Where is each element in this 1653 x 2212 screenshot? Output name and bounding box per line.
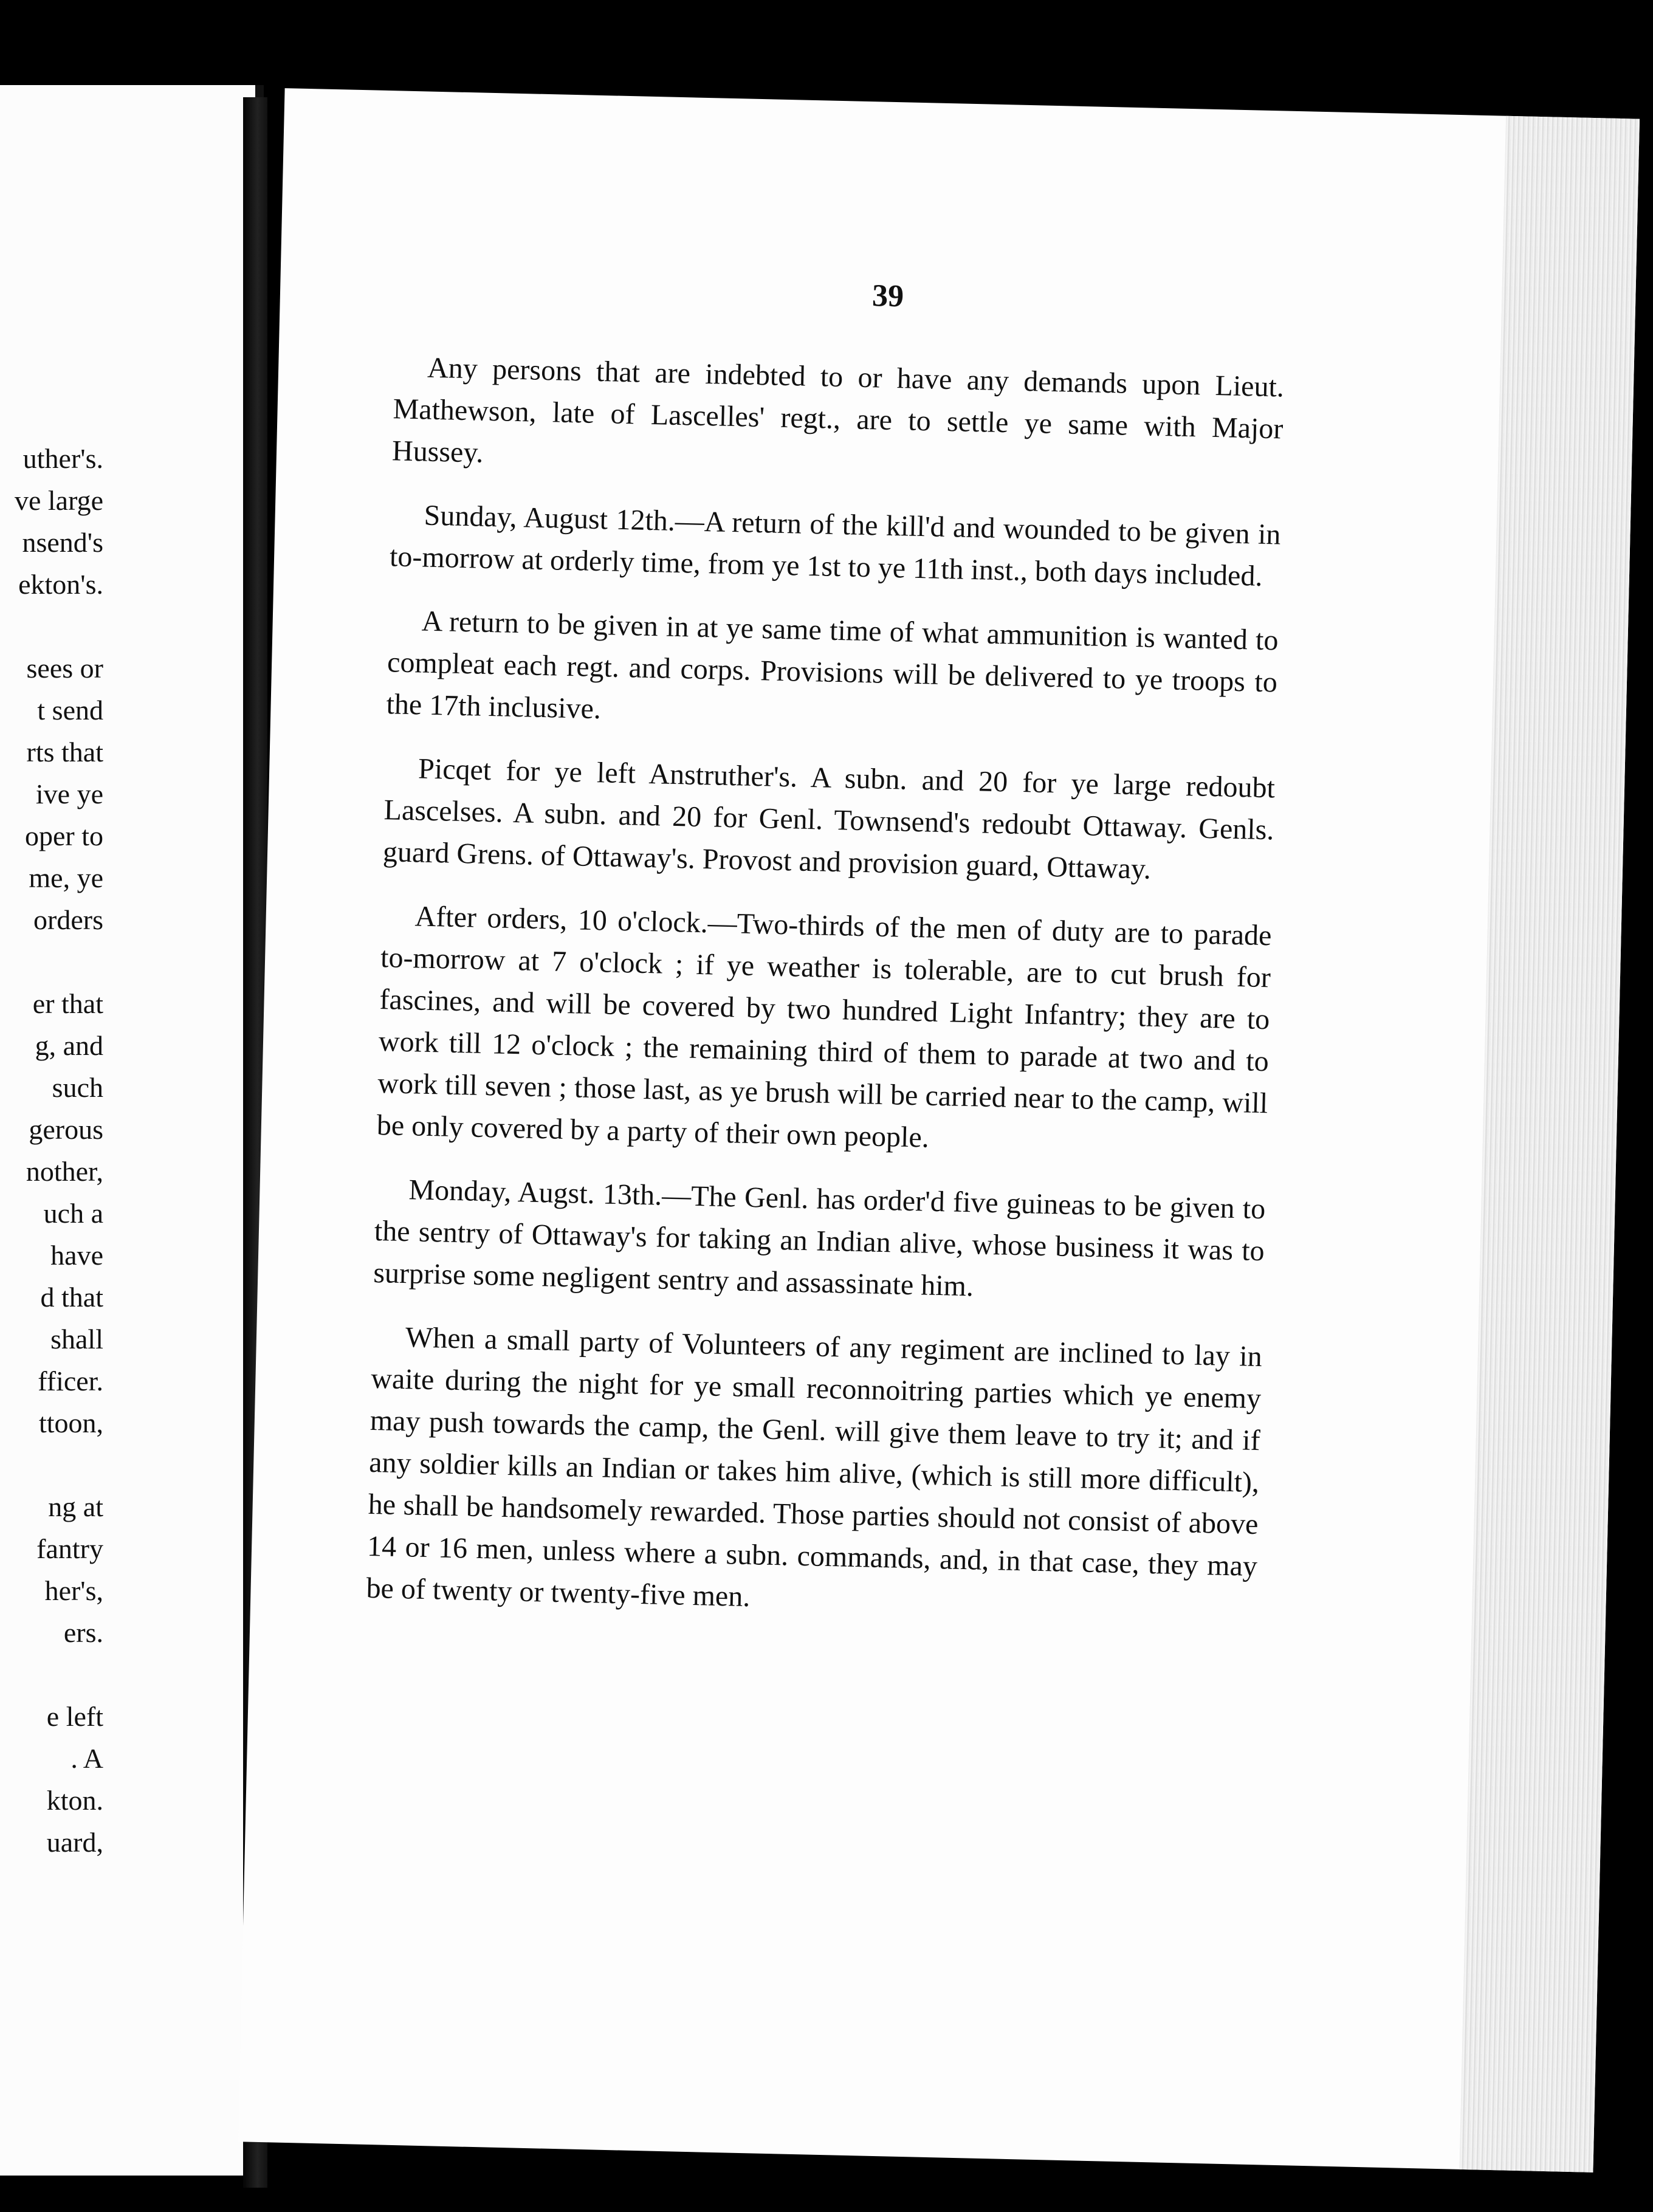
left-fragment: uther's.	[22, 443, 103, 474]
left-fragment: nsend's	[22, 527, 103, 558]
left-fragment-gap	[0, 941, 103, 983]
left-fragment: sees or	[26, 653, 103, 684]
left-fragment: gerous	[29, 1114, 103, 1145]
left-fragment-gap	[0, 1654, 103, 1695]
left-fragment: such	[52, 1072, 103, 1103]
left-fragment: me, ye	[29, 862, 103, 893]
left-fragment: have	[50, 1240, 103, 1271]
left-fragment: nother,	[26, 1156, 103, 1187]
left-fragment: fantry	[36, 1533, 103, 1564]
left-fragment: fficer.	[38, 1365, 103, 1396]
paragraph: Sunday, August 12th.—A return of the kill'd and wounded to be given in to-morrow at orderly time, from ye 1st to ye 11th inst., both days included.	[389, 499, 1281, 592]
page-number: 39	[871, 278, 904, 314]
left-fragment: uard,	[46, 1827, 103, 1858]
left-fragment: er that	[32, 988, 103, 1019]
left-fragment: orders	[33, 904, 103, 935]
left-fragment: d that	[40, 1282, 103, 1313]
left-fragment-gap	[0, 605, 103, 647]
left-fragment: ve large	[14, 485, 103, 516]
left-fragment: g, and	[35, 1030, 103, 1061]
paragraph: When a small party of Volunteers of any regiment are inclined to lay in waite during the night for ye small reconnoitring parties which ye enemy may push towards the camp, the Genl. will give them leave to try it; and if any soldier kills an Indian or takes him alive, (which is still more difficult), he shall be handsomely rewarded. Those parties should not consist of above 14 or 16 men, unless where a subn. commands, and, in that case, they may be of twenty or twenty-five men.	[366, 1321, 1263, 1613]
paragraph: Picqet for ye left Anstruther's. A subn. and 20 for ye large redoubt Lascelses. A subn. and 20 for Genl. Townsend's redoubt Ottaway. Genls. guard Grens. of Ottaway's. Provost and provision guard, Ottaway.	[382, 752, 1276, 885]
left-fragment: kton.	[46, 1785, 103, 1816]
left-fragment: t send	[37, 695, 103, 726]
paragraph: Monday, Augst. 13th.—The Genl. has order'd five guineas to be given to the sentry of Ottaway's for taking an Indian alive, whose business it was to surprise some negligent sentry and assassinate him.	[373, 1173, 1266, 1303]
left-fragment: ttoon,	[38, 1407, 103, 1438]
left-fragment: uch a	[43, 1198, 103, 1229]
page-fore-edge	[1459, 116, 1640, 2172]
left-fragment: e left	[46, 1701, 103, 1732]
left-fragment: rts that	[26, 737, 103, 768]
left-fragment: . A	[70, 1743, 103, 1774]
right-page	[238, 88, 1640, 2172]
left-fragment: oper to	[24, 820, 103, 851]
left-fragment: shall	[50, 1324, 103, 1355]
paragraph: Any persons that are indebted to or have any demands upon Lieut. Mathewson, late of Lascelles' regt., are to settle ye same with Major Hussey.	[391, 351, 1285, 469]
page-body-text	[365, 346, 1285, 1651]
left-fragment: ekton's.	[18, 569, 103, 600]
left-fragment-gap	[0, 1444, 103, 1486]
left-fragment: ng at	[48, 1491, 103, 1522]
left-facing-page	[0, 85, 264, 2176]
left-fragment: her's,	[44, 1575, 103, 1606]
left-page-text-fragments	[0, 438, 103, 1863]
paragraph: After orders, 10 o'clock.—Two-thirds of the men of duty are to parade to-morrow at 7 o'clock ; if ye weather is tolerable, are to cut brush for fascines, and will be covered by two hundred Light Infantry; they are to work till 12 o'clock ; the remaining third of them to parade at two and to work till seven ; those last, as ye brush will be carried near to the camp, will be only covered by a party of their own people.	[376, 900, 1273, 1154]
left-fragment: ive ye	[35, 778, 103, 809]
paragraph: A return to be given in at ye same time of what ammunition is wanted to compleat each regt. and corps. Provisions will be delivered to ye troops to the 17th inclusive.	[386, 605, 1279, 726]
left-fragment: ers.	[63, 1617, 103, 1648]
